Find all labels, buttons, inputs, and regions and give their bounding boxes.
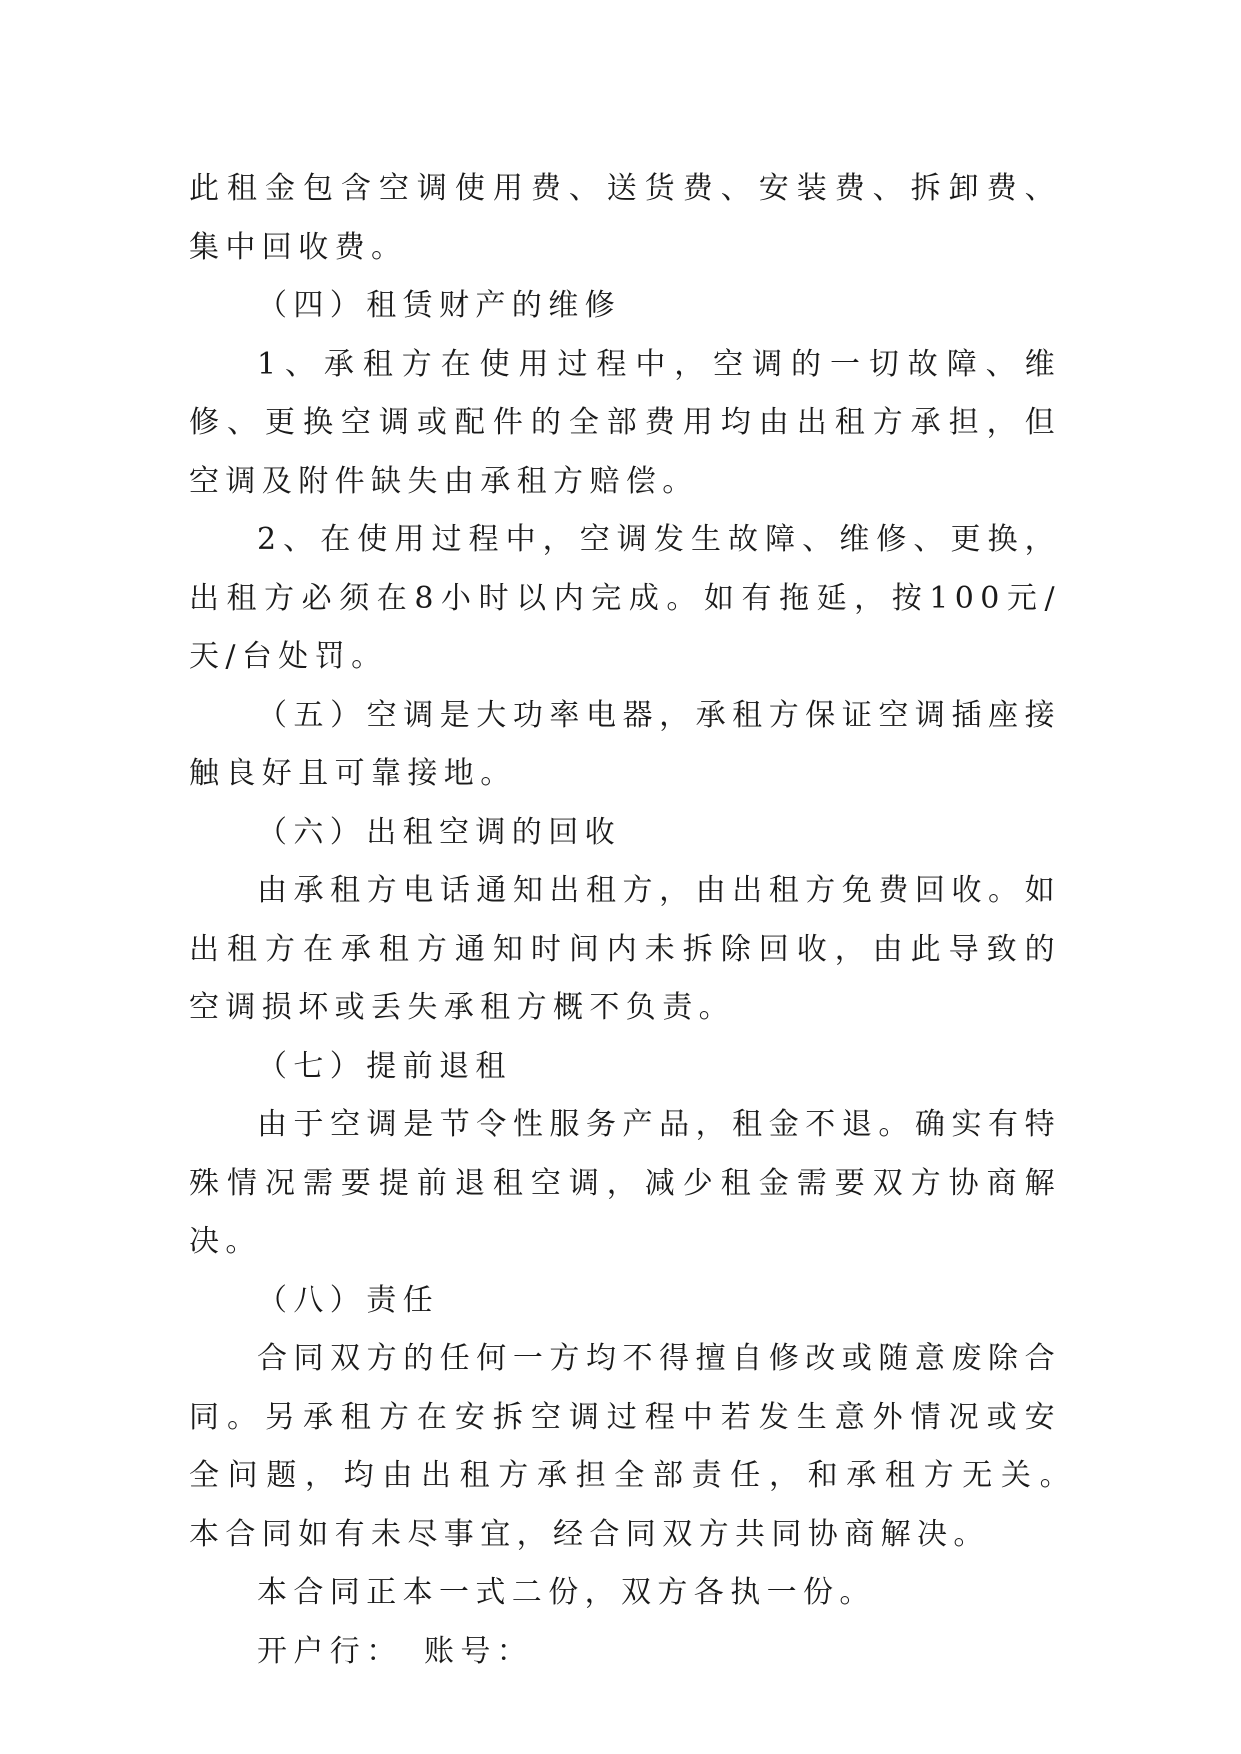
bank-account-line: 开户行： 账号： [257, 1633, 534, 1669]
document-body [189, 160, 1098, 1681]
section-heading-early-termination: （七）提前退租 [257, 1048, 512, 1084]
recovery-clause: 由承租方电话通知出租方，由出租方免费回收。如出租方在承租方通知时间内未拆除回收，由此导致的空调损坏或丢失承租方概不负责。 [189, 873, 1061, 1025]
section-heading-liability: （八）责任 [257, 1282, 439, 1318]
maintenance-clause-1: 1、承租方在使用过程中，空调的一切故障、维修、更换空调或配件的全部费用均由出租方承担，但空调及附件缺失由承租方赔偿。 [189, 346, 1061, 499]
section-heading-maintenance: （四）租赁财产的维修 [257, 288, 621, 323]
power-safety-clause: （五）空调是大功率电器，承租方保证空调插座接触良好且可靠接地。 [189, 697, 1061, 791]
early-termination-clause: 由于空调是节令性服务产品，租金不退。确实有特殊情况需要提前退租空调，减少租金需要双方协商解决。 [189, 1107, 1061, 1259]
copies-clause: 本合同正本一式二份，双方各执一份。 [257, 1575, 876, 1610]
section-heading-recovery: （六）出租空调的回收 [257, 814, 621, 850]
rent-inclusion-paragraph: 此租金包含空调使用费、送货费、安装费、拆卸费、集中回收费。 [189, 171, 1061, 265]
maintenance-clause-2: 2、在使用过程中，空调发生故障、维修、更换，出租方必须在8小时以内完成。如有拖延，按100元/天/台处罚。 [189, 522, 1061, 674]
liability-clause: 合同双方的任何一方均不得擅自修改或随意废除合同。另承租方在安拆空调过程中若发生意外情况或安全问题，均由出租方承担全部责任，和承租方无关。 本合同如有未尽事宜，经合同双方共同协商解决。 [189, 1341, 1098, 1552]
